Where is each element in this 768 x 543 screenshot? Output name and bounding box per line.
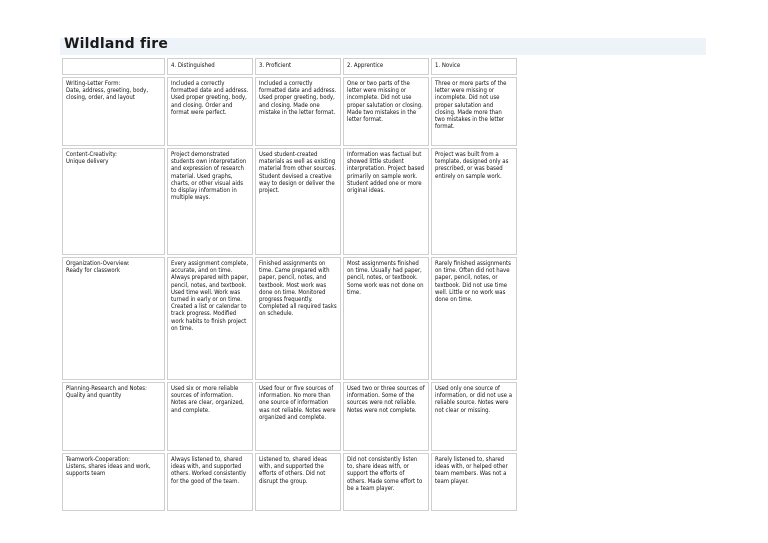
table-cell: Always listened to, shared ideas with, and supported others. Worked consistently for the good of the team.	[167, 453, 253, 511]
table-row	[62, 257, 517, 380]
criterion-description: Listens, shares ideas and work, supports team	[66, 463, 151, 478]
table-cell: Used only one source of information, or did not use a reliable source. Notes were not clear or missing.	[431, 382, 517, 451]
criterion-description: Unique delivery	[66, 158, 109, 166]
criterion-cell	[62, 148, 165, 255]
criterion-cell	[62, 257, 165, 380]
page-title: Wildland fire	[64, 36, 169, 52]
table-row	[62, 77, 517, 146]
header-criterion	[62, 58, 165, 75]
table-row	[62, 453, 517, 511]
rubric-table	[60, 56, 519, 513]
criterion-name: Writing-Letter Form:	[66, 80, 121, 87]
header-novice: 1. Novice	[431, 58, 517, 75]
criterion-name: Content-Creativity:	[66, 151, 117, 158]
table-cell: Used four or five sources of information. No more than one source of information was not reliable. Notes were organized and complete.	[255, 382, 341, 451]
criterion-name: Teamwork-Cooperation:	[66, 456, 130, 463]
table-row	[62, 382, 517, 451]
table-cell: Information was factual but showed little student interpretation. Project based primarily on sample work. Student added one or more original ideas.	[343, 148, 429, 255]
table-cell: Listened to, shared ideas with, and supported the efforts of others. Did not disrupt the group.	[255, 453, 341, 511]
table-cell: Did not consistently listen to, share ideas with, or support the efforts of others. Made some effort to be a team player.	[343, 453, 429, 511]
table-cell: Finished assignments on time. Came prepared with paper, pencil, notes, and textbook. Most work was done on time. Monitored progress frequently. Completed all required tasks on schedule.	[255, 257, 341, 380]
table-header-row	[62, 58, 517, 75]
table-cell: Most assignments finished on time. Usually had paper, pencil, notes, or textbook. Some work was not done on time.	[343, 257, 429, 380]
criterion-description: Ready for classwork	[66, 267, 121, 275]
criterion-cell	[62, 382, 165, 451]
criterion-cell	[62, 77, 165, 146]
table-cell: Rarely listened to, shared ideas with, or helped other team members. Was not a team player.	[431, 453, 517, 511]
table-cell: Every assignment complete, accurate, and on time. Always prepared with paper, pencil, notes, and textbook. Used time well. Work was turned in early or on time. Created a list or calendar to track progress. Modified work habits to finish project on time.	[167, 257, 253, 380]
criterion-description: Date, address, greeting, body, closing, order, and layout	[66, 87, 149, 102]
header-proficient: 3. Proficient	[255, 58, 341, 75]
table-cell: Three or more parts of the letter were missing or incomplete. Did not use proper salutation and closing. Made more than two mistakes in the letter format.	[431, 77, 517, 146]
table-cell: Project demonstrated students own interpretation and expression of research material. Used graphs, charts, or other visual aids to display information in multiple ways.	[167, 148, 253, 255]
table-cell: Used student-created materials as well as existing material from other sources. Student devised a creative way to design or deliver the project.	[255, 148, 341, 255]
table-cell: Project was built from a template, designed only as prescribed, or was based entirely on sample work.	[431, 148, 517, 255]
criterion-cell	[62, 453, 165, 511]
table-cell: Used six or more reliable sources of information. Notes are clear, organized, and complete.	[167, 382, 253, 451]
table-cell: Used two or three sources of information. Some of the sources were not reliable. Notes were not complete.	[343, 382, 429, 451]
header-distinguished: 4. Distinguished	[167, 58, 253, 75]
header-apprentice: 2. Apprentice	[343, 58, 429, 75]
table-cell: Included a correctly formatted date and address. Used proper greeting, body, and closing. Made one mistake in the letter format.	[255, 77, 341, 146]
criterion-name: Planning-Research and Notes:	[66, 385, 147, 392]
criterion-description: Quality and quantity	[66, 392, 122, 400]
table-row	[62, 148, 517, 255]
table-cell: Rarely finished assignments on time. Often did not have paper, pencil, notes, or textbook. Did not use time well. Little or no work was done on time.	[431, 257, 517, 380]
criterion-name: Organization-Overview:	[66, 260, 130, 267]
table-cell: One or two parts of the letter were missing or incomplete. Did not use proper salutation or closing. Made two mistakes in the letter format.	[343, 77, 429, 146]
table-cell: Included a correctly formatted date and address. Used proper greeting, body, and closing. Order and format were perfect.	[167, 77, 253, 146]
